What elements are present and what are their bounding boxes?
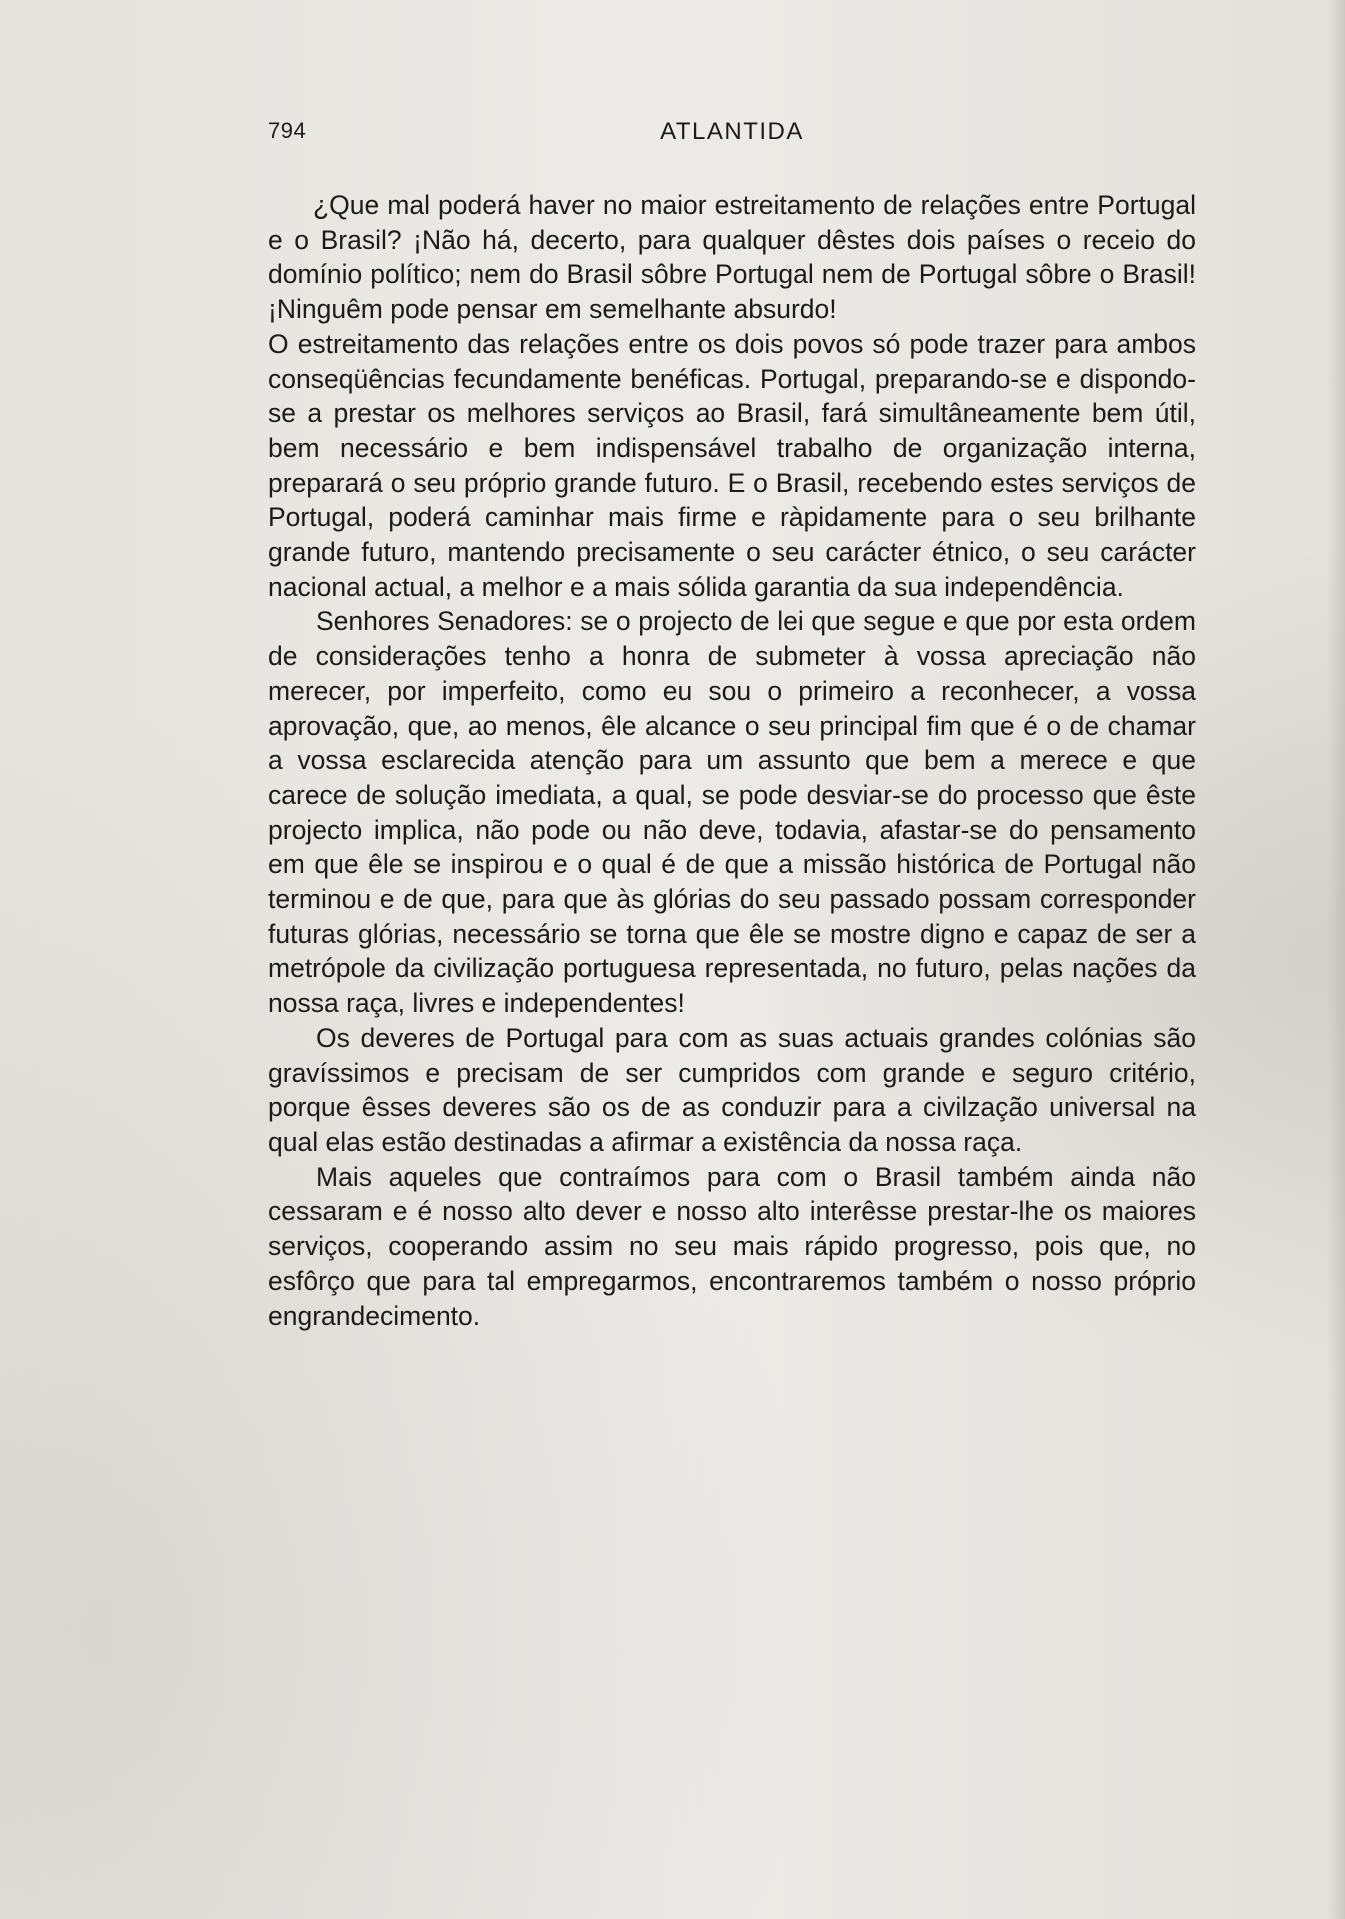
paragraph-4: Os deveres de Portugal para com as suas actuais grandes colónias são gravíssimos e precisam de ser cumpridos com grande e seguro critério, porque êsses deveres são os de as conduzir para a civilzação universal na qual elas estão destinadas a afirmar a existência da nossa raça. [268,1022,1196,1157]
paragraph-1: ¿Que mal poderá haver no maior estreitamento de relações entre Portugal e o Brasil? ¡Não há, decerto, para qualquer dêstes dois países o receio do domínio político; nem do Brasil sôbre Portugal nem de Portugal sôbre o Brasil! ¡Ninguêm pode pensar em semelhante absurdo! [268,190,1196,325]
page-header [268,118,1196,158]
paragraph-3: Senhores Senadores: se o projecto de lei que segue e que por esta ordem de considerações tenho a honra de submeter à vossa apreciação não merecer, por imperfeito, como eu sou o primeiro a reconhecer, a vossa aprovação, que, ao menos, êle alcance o seu principal fim que é o de chamar a vossa esclarecida atenção para um assunto que bem a merece e que carece de solução imediata, a qual, se pode desviar-se do processo que êste projecto implica, não pode ou não deve, todavia, afastar-se do pensamento em que êle se inspirou e o qual é de que a missão histórica de Portugal não terminou e de que, para que às glórias do seu passado possam corresponder futuras glórias, necessário se torna que êle se mostre digno e capaz de ser a metrópole da civilização portuguesa representada, no futuro, pelas nações da nossa raça, livres e independentes! [268,606,1196,1019]
paragraph-2: O estreitamento das relações entre os dois povos só pode trazer para ambos conseqüências fecundamente benéficas. Portugal, preparando-se e dispondo-se a prestar os melhores serviços ao Brasil, fará simultâneamente bem útil, bem necessário e bem indispensável trabalho de organização interna, preparará o seu próprio grande futuro. E o Brasil, recebendo estes serviços de Portugal, poderá caminhar mais firme e ràpidamente para o seu brilhante grande futuro, mantendo precisamente o seu carácter étnico, o seu carácter nacional actual, a melhor e a mais sólida garantia da sua independência. [268,328,1196,602]
paragraph-5: Mais aqueles que contraímos para com o Brasil também ainda não cessaram e é nosso alto dever e nosso alto interêsse prestar-lhe os maiores serviços, cooperando assim no seu mais rápido progresso, pois que, no esfôrço que para tal empregarmos, encontraremos também o nosso próprio engrandecimento. [268,1161,1196,1331]
body-text [268,188,1196,1333]
page-number: 794 [268,118,307,143]
page-edge-shadow [1327,0,1345,1919]
running-title: ATLANTIDA [660,118,804,145]
